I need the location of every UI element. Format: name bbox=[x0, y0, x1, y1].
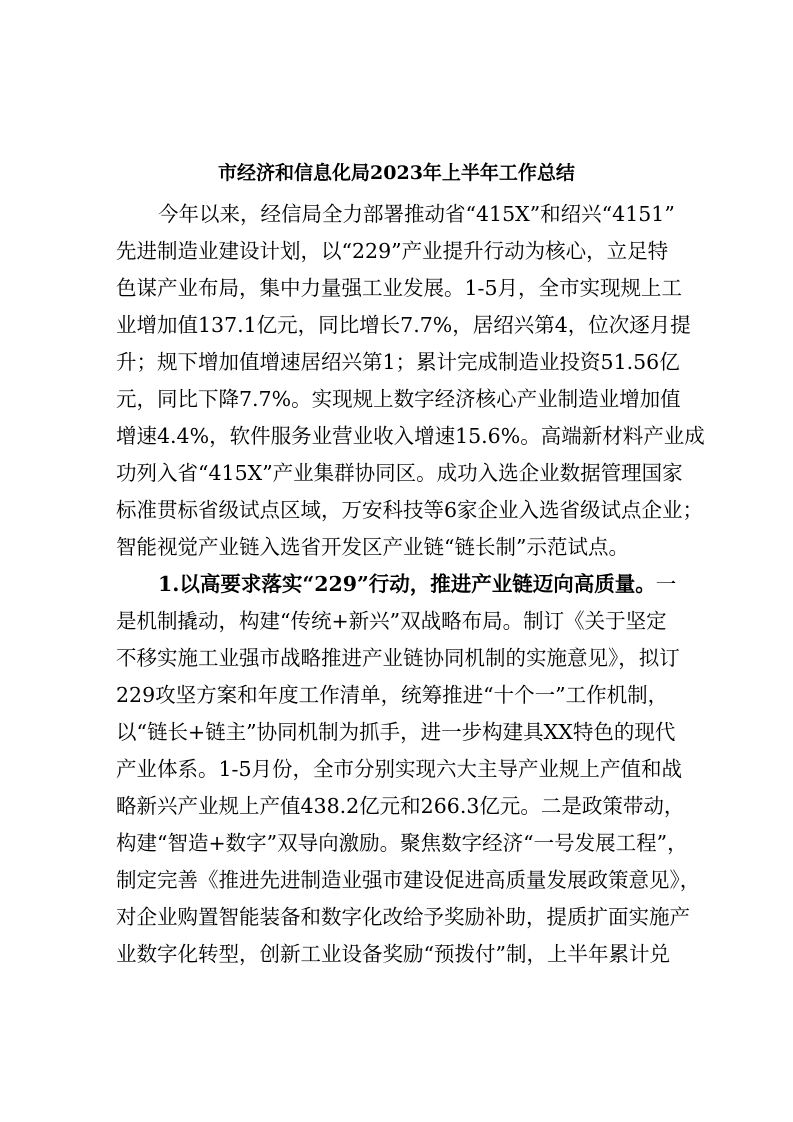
paragraph-line: 对企业购置智能装备和数字化改给予奖励补助，提质扩面实施产 bbox=[116, 905, 690, 929]
paragraph-line: 产业体系。1-5月份，全市分别实现六大主导产业规上产值和战 bbox=[116, 757, 683, 781]
paragraph-line: 先进制造业建设计划，以“229”产业提升行动为核心，立足特 bbox=[116, 239, 669, 263]
paragraph-line: 标准贯标省级试点区域，万安科技等6家企业入选省级试点企业； bbox=[116, 498, 704, 522]
paragraph-line: 升；规下增加值增速居绍兴第1；累计完成制造业投资51.56亿 bbox=[116, 350, 680, 374]
paragraph-line: 不移实施工业强市战略推进产业链协同机制的实施意见》，拟订 bbox=[116, 646, 680, 670]
paragraph-line: 是机制撬动，构建“传统+新兴”双战略布局。制订《关于坚定 bbox=[116, 609, 667, 633]
paragraph-line: 业增加值137.1亿元，同比增长7.7%，居绍兴第4，位次逐月提 bbox=[116, 313, 691, 337]
paragraph-line: 智能视觉产业链入选省开发区产业链“链长制”示范试点。 bbox=[116, 535, 629, 559]
document-title: 市经济和信息化局2023年上半年工作总结 bbox=[218, 162, 575, 184]
section-heading-continuation: 一 bbox=[655, 572, 677, 596]
paragraph-line: 元，同比下降7.7%。实现规上数字经济核心产业制造业增加值 bbox=[116, 387, 681, 411]
paragraph-line: 以“链长+链主”协同机制为抓手，进一步构建具XX特色的现代 bbox=[116, 720, 676, 744]
section-heading: 1.以高要求落实“229”行动，推进产业链迈向高质量。 bbox=[158, 572, 656, 596]
paragraph-line: 229攻坚方案和年度工作清单，统筹推进“十个一”工作机制， bbox=[116, 683, 669, 707]
paragraph-line: 增速4.4%，软件服务业营业收入增速15.6%。高端新材料产业成 bbox=[116, 424, 705, 448]
paragraph-line: 略新兴产业规上产值438.2亿元和266.3亿元。二是政策带动， bbox=[116, 794, 685, 818]
paragraph-line: 制定完善《推进先进制造业强市建设促进高质量发展政策意见》， bbox=[116, 868, 701, 892]
paragraph-line: 构建“智造+数字”双导向激励。聚焦数字经济“一号发展工程”， bbox=[116, 831, 688, 855]
paragraph-line: 今年以来，经信局全力部署推动省“415X”和绍兴“4151” bbox=[158, 202, 675, 226]
paragraph-line: 色谋产业布局，集中力量强工业发展。1-5月，全市实现规上工 bbox=[116, 276, 683, 300]
paragraph-line: 功列入省“415X”产业集群协同区。成功入选企业数据管理国家 bbox=[116, 461, 683, 485]
document-body bbox=[116, 196, 712, 973]
paragraph-line: 业数字化转型，创新工业设备奖励“预拨付”制，上半年累计兑 bbox=[116, 942, 670, 966]
section-heading-line bbox=[116, 566, 712, 603]
